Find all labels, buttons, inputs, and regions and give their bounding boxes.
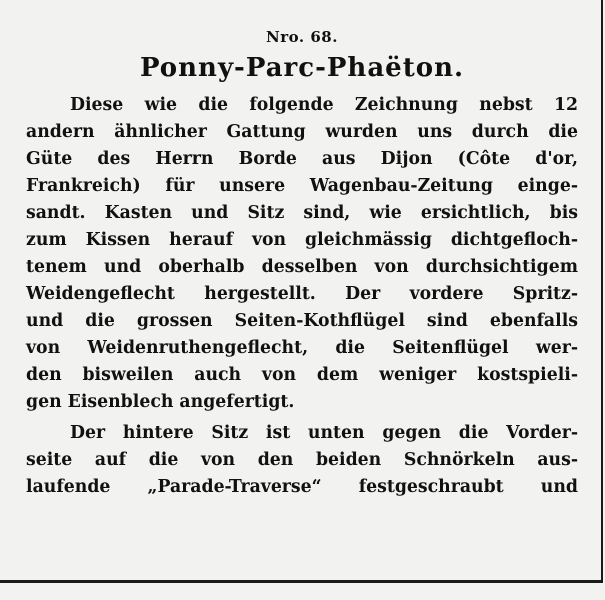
text-line: und die grossen Seiten-Kothflügel sind ebenfalls bbox=[26, 311, 578, 331]
text-line: seite auf die von den beiden Schnörkeln aus- bbox=[26, 450, 578, 470]
text-line: Der hintere Sitz ist unten gegen die Vorder- bbox=[70, 423, 578, 443]
text-line: zum Kissen herauf von gleichmässig dichtgefloch- bbox=[26, 230, 578, 250]
text-line: andern ähnlicher Gattung wurden uns durch die bbox=[26, 122, 578, 142]
text-line: Weidengeflecht hergestellt. Der vordere Spritz- bbox=[26, 284, 578, 304]
text-line: Güte des Herrn Borde aus Dijon (Côte d'or, bbox=[26, 149, 578, 169]
text-line: tenem und oberhalb desselben von durchsichtigem bbox=[26, 257, 578, 277]
text-line: laufende „Parade-Traverse“ festgeschraubt und bbox=[26, 477, 578, 497]
text-line: Diese wie die folgende Zeichnung nebst 12 bbox=[70, 95, 578, 115]
column-rule-bottom bbox=[0, 580, 603, 583]
article bbox=[26, 26, 578, 501]
text-line: von Weidenruthengeflecht, die Seitenflügel wer- bbox=[26, 338, 578, 358]
paragraph-1 bbox=[26, 92, 578, 416]
article-number: Nro. 68. bbox=[266, 28, 338, 46]
article-title: Ponny-Parc-Phaëton. bbox=[139, 53, 465, 83]
text-line: sandt. Kasten und Sitz sind, wie ersichtlich, bis bbox=[26, 203, 578, 223]
text-line: den bisweilen auch von dem weniger kostspieli- bbox=[26, 365, 578, 385]
text-line: gen Eisenblech angefertigt. bbox=[26, 392, 295, 412]
column-rule-right bbox=[601, 0, 603, 582]
paragraph-2 bbox=[26, 420, 578, 501]
text-line: Frankreich) für unsere Wagenbau-Zeitung einge- bbox=[26, 176, 578, 196]
